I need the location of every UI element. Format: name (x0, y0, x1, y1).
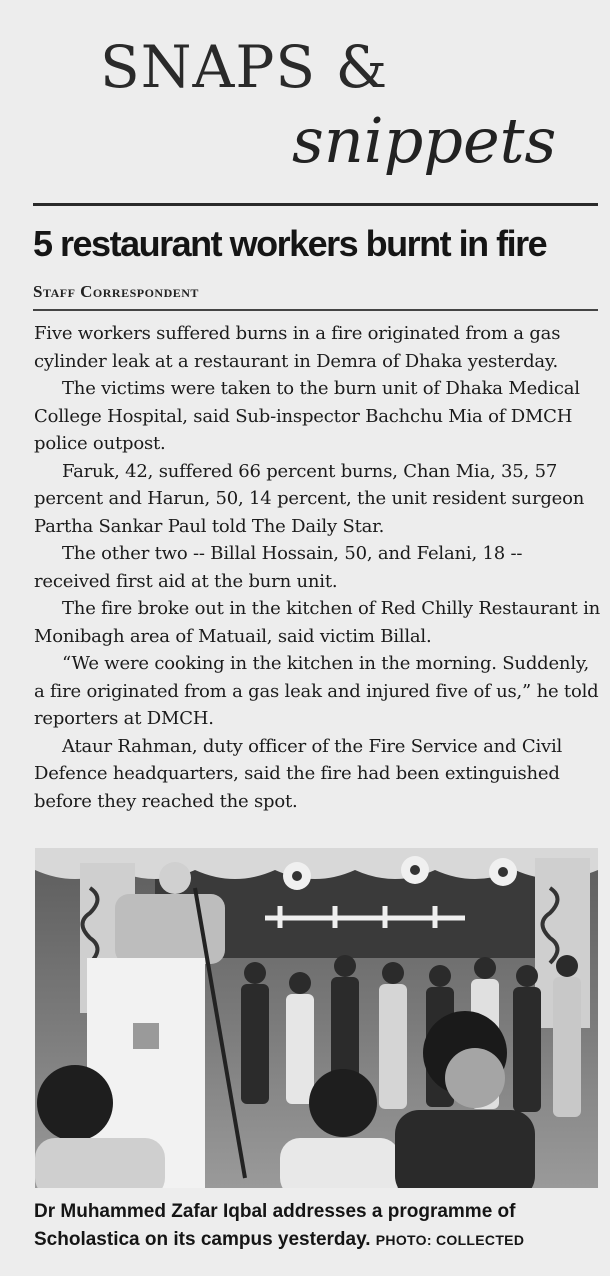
article-byline: Staff Correspondent (33, 282, 199, 301)
photo-caption (34, 1198, 606, 1254)
article-body (34, 320, 604, 815)
masthead-rule (33, 203, 598, 206)
article-paragraph: The fire broke out in the kitchen of Red Chilly Restaurant in Monibagh area of Matuail, said victim Billal. (34, 598, 601, 647)
photo-illustration (35, 848, 598, 1188)
caption-text: Dr Muhammed Zafar Iqbal addresses a programme of Scholastica on its campus yesterday. (34, 1201, 516, 1250)
news-photo (35, 848, 598, 1188)
byline-rule (33, 309, 598, 311)
masthead-subtitle: snippets (292, 104, 557, 177)
article-paragraph: Five workers suffered burns in a fire originated from a gas cylinder leak at a restaurant in Demra of Dhaka yesterday. (34, 323, 561, 372)
article-headline: 5 restaurant workers burnt in fire (33, 223, 547, 264)
article-paragraph: Faruk, 42, suffered 66 percent burns, Chan Mia, 35, 57 percent and Harun, 50, 14 percent, the unit resident surgeon Partha Sankar Paul told The Daily Star. (34, 460, 585, 537)
article-paragraph: The other two -- Billal Hossain, 50, and Felani, 18 -- received first aid at the burn unit. (34, 543, 523, 592)
article-paragraph: Ataur Rahman, duty officer of the Fire Service and Civil Defence headquarters, said the fire had been extinguished before they reached the spot. (34, 735, 563, 812)
section-masthead (0, 0, 610, 210)
masthead-title: SNAPS & (100, 33, 389, 101)
photo-credit: PHOTO: COLLECTED (375, 1232, 525, 1248)
article-paragraph: “We were cooking in the kitchen in the morning. Suddenly, a fire originated from a gas leak and injured five of us,” he told reporters at DMCH. (34, 653, 599, 729)
article-paragraph: The victims were taken to the burn unit of Dhaka Medical College Hospital, said Sub-inspector Bachchu Mia of DMCH police outpost. (34, 378, 580, 454)
